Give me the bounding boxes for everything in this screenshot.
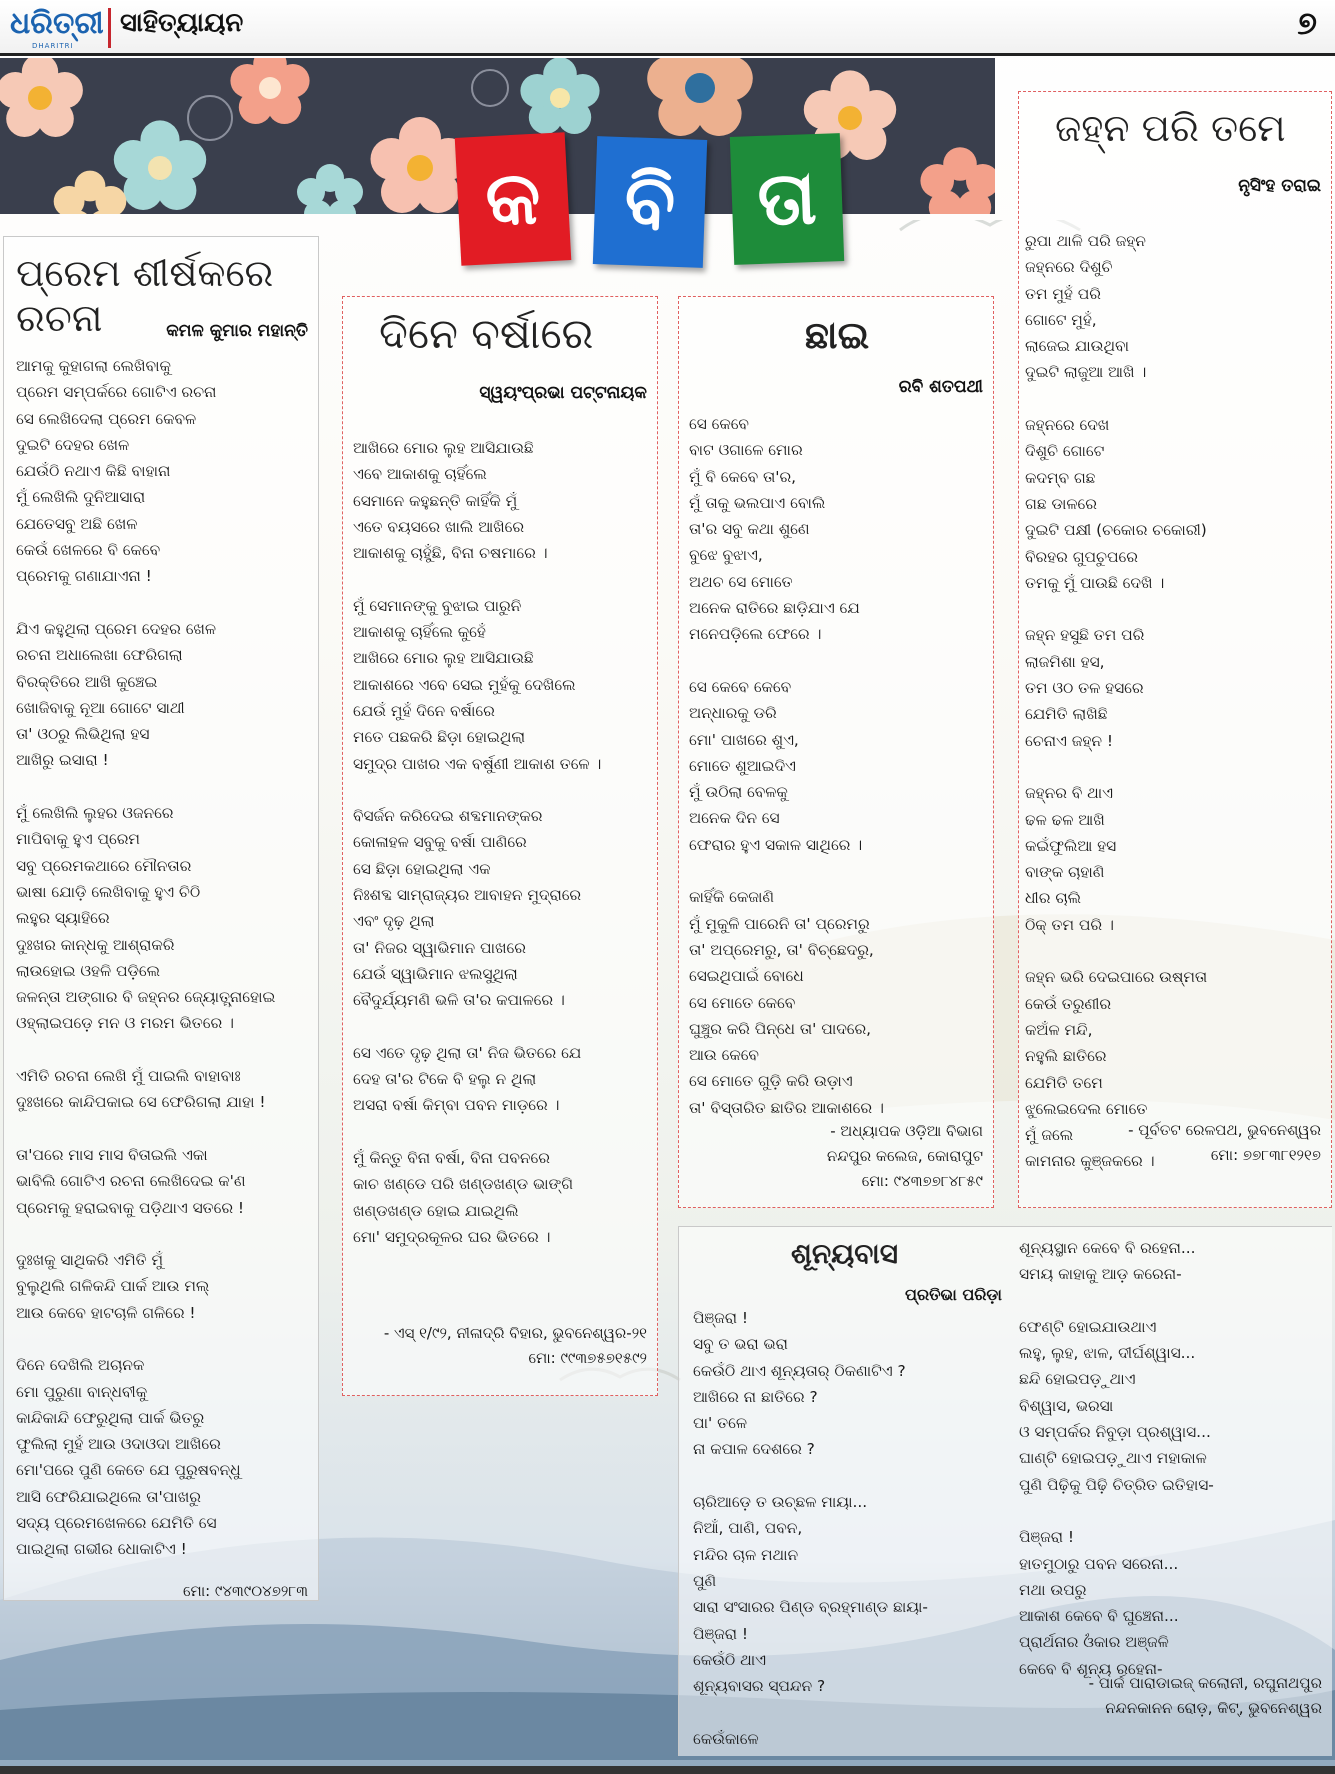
poem-line: ବୁଝେ ବୁଝାଏ, <box>689 546 763 565</box>
poem-line: କଇଁଫୁଲିଆ ହସ <box>1025 836 1117 855</box>
poem-line: ଦେହ ତା'ର ଟିକେ ବି ହଲୁ ନ ଥିଲା <box>353 1070 537 1089</box>
poem-line: ଖଣ୍ଡଖଣ୍ଡ ହୋଇ ଯାଇଥିଲି <box>353 1201 519 1220</box>
poem-line: ପ୍ରେମ ସମ୍ପର୍କରେ ଗୋଟିଏ ରଚନା <box>16 383 217 402</box>
poem-line: ଅନେକ ଦିନ ସେ <box>689 809 780 828</box>
bottom-rule <box>0 1766 1335 1774</box>
poem-line: ଅସରା ବର୍ଷା କିମ୍ବା ପବନ ମାଡ଼ରେ । <box>353 1096 560 1115</box>
poem-line: ଦୁଃଖର କାନ୍ଧକୁ ଆଶ୍ରାକରି <box>16 935 175 954</box>
stanza-gap <box>1019 1498 1214 1524</box>
stanza-gap <box>353 566 601 592</box>
poem-line: କାହିଁକି କେଜାଣି <box>689 888 774 907</box>
kavita-letter-bi: ବି <box>593 136 707 268</box>
stanza-gap <box>693 1463 928 1489</box>
poem-line: ଝୁଲେଇଦେଲ ମୋତେ <box>1025 1099 1148 1118</box>
poem-line: ଫୁଲିଲା ମୁହଁ ଆଉ ଓଦାଓଦା ଆଖିରେ <box>16 1435 221 1454</box>
stanza-gap <box>689 858 884 884</box>
poem-line: ଯିଏ କହୁଥିଲା ପ୍ରେମ ଦେହର ଖେଳ <box>16 619 217 638</box>
poem-line: ଗୋଟେ ମୁହଁ, <box>1025 310 1097 329</box>
poem-line: ଜହ୍ନ ଭରି ଦେଇପାରେ ଉଷ୍ମତା <box>1025 968 1208 987</box>
poem-line: ଶୂନ୍ୟବାସର ସ୍ପନ୍ଦନ ? <box>693 1677 826 1696</box>
poem-line: ଜହ୍ନ ହସୁଛି ତମ ପରି <box>1025 626 1145 645</box>
poem-line: ମୋ' ପାଖରେ ଶୁଏ, <box>689 730 799 749</box>
poem-line: ଯେଉଁ ମୁହଁ ଦିନେ ବର୍ଷାରେ <box>353 701 495 720</box>
newspaper-logo-sub: DHARITRI <box>32 42 74 50</box>
poem-line: ସଦ୍ୟ ପ୍ରେମଖେଳରେ ଯେମିତି ସେ <box>16 1514 217 1533</box>
poem-line: ଧୀର ଚାଲି <box>1025 889 1081 908</box>
poem-line: ଜହ୍ନରେ ଦେଖ <box>1025 416 1110 435</box>
poem-line: ଦିଶୁଚି ଗୋଟେ <box>1025 442 1105 461</box>
stanza-gap <box>16 774 275 800</box>
signature-address: - ଏସ୍ ୧/୯୨, ନୀଳାଦ୍ରି ବିହାର, ଭୁବନେଶ୍ୱର-୨୧ <box>383 1324 647 1342</box>
poem-line: ଘୁଞ୍ଚୁର କରି ପିନ୍ଧେ ତା' ପାଦରେ, <box>689 1019 872 1038</box>
poem-line: କୋଳାହଳ ସବୁକୁ ବର୍ଷା ପାଣିରେ <box>353 833 527 852</box>
stanza-gap <box>353 1119 601 1145</box>
poem-title: ପ୍ରେମ ଶୀର୍ଷକରେ ରଚନା <box>16 251 274 340</box>
poem-line: ଫେଣ୍ଟି ହୋଇଯାଉଥାଏ <box>1019 1317 1157 1336</box>
poem-line: ଠିକ୍ ତମ ପରି । <box>1025 915 1114 934</box>
poem-line: ବୁଲୁଥିଲି ଗଳିକନ୍ଦି ପାର୍କ ଆଉ ମଲ୍ <box>16 1277 210 1296</box>
poem-line: ଏତେ ବୟସରେ ଖାଲି ଆଖିରେ <box>353 517 524 536</box>
poem-line: ଆକାଶକୁ ଚାହିଁଲେ କୁହେଁ <box>353 623 486 642</box>
poem-line: ଅନେକ ରାତିରେ ଛାଡ଼ିଯାଏ ଯେ <box>689 599 860 618</box>
poem-line: ବୈଦୁର୍ଯ୍ୟମଣି ଭଳି ତା'ର କପାଳରେ । <box>353 991 565 1010</box>
poem-line: ସବୁ ତ ଭରା ଭରା <box>693 1335 788 1354</box>
poem-line: ସମୟ କାହାକୁ ଆଡ଼ କରେନା- <box>1019 1265 1182 1284</box>
header-divider <box>108 8 111 48</box>
poem-line: ତା' ଓଠରୁ ଲିଭିଥିଲା ହସ <box>16 725 150 744</box>
stanza-gap <box>689 648 884 674</box>
poem-line: ବିରହର ଗୁପଚୁପରେ <box>1025 547 1138 566</box>
stanza-gap <box>1025 596 1207 622</box>
poem-line: ନିଆଁ, ପାଣି, ପବନ, <box>693 1519 803 1538</box>
poem-title: ଜହ୍ନ ପରି ତମେ <box>1055 106 1286 150</box>
poem-line: ଛନ୍ଦି ହୋଇପଡ଼ୁଥାଏ <box>1019 1370 1136 1389</box>
poem-line: ଦୁଇଟି ଦେହର ଖେଳ <box>16 435 130 454</box>
poem-line: ମୋ'ପରେ ପୁଣି କେତେ ଯେ ପୁରୁଷବନ୍ଧୁ <box>16 1461 241 1480</box>
poem-author: ରବି ଶତପଥୀ <box>898 377 983 397</box>
poem-line: ସବୁ ପ୍ରେମକଥାରେ ମୌନତାର <box>16 856 192 875</box>
signature-phone: ମୋ: ୯୪୩୭୭୮୪୮୫୯ <box>861 1172 983 1190</box>
poem-line: ମୁଁ କିନ୍ତୁ ବିନା ବର୍ଷା, ବିନା ପବନରେ <box>353 1149 550 1168</box>
poem-line: ଜଳନ୍ତା ଅଙ୍ଗାର ବି ଜହ୍ନର ଜ୍ୟୋତ୍ସ୍ନାହୋଇ <box>16 988 276 1007</box>
poem-line: ନିଃଶବ୍ଦ ସାମ୍ରାଜ୍ୟର ଆବାହନ ମୁଦ୍ରାରେ <box>353 886 582 905</box>
poem-line: ତମ ମୁହଁ ପରି <box>1025 284 1101 303</box>
poem-line: ଆଖିରେ ମୋର ଲୁହ ଆସିଯାଉଛି <box>353 649 534 668</box>
poem-line: ସେ ଛିଡ଼ା ହୋଇଥିଲା ଏକ <box>353 859 491 878</box>
poem-line: ମଥା ଉପରୁ <box>1019 1580 1087 1599</box>
poem-signature <box>827 1119 983 1194</box>
poem-line: ଚେନାଏ ଜହ୍ନ ! <box>1025 731 1114 750</box>
poem-line: ଆଉ କେବେ <box>689 1046 759 1065</box>
poem-line: ଢଳ ଢଳ ଆଖି <box>1025 810 1105 829</box>
poem-line: କେଉଁ ଖେଳରେ ବି କେବେ <box>16 541 161 560</box>
poem-line: ଆଖିରୁ ଇସାରା ! <box>16 751 109 770</box>
poem-line: ଦୁଃଖକୁ ସାଥିକରି ଏମିତି ମୁଁ <box>16 1251 164 1270</box>
poem-line: ଆସି ଫେରିଯାଇଥିଲେ ତା'ପାଖରୁ <box>16 1487 201 1506</box>
stanza-gap <box>1025 754 1207 780</box>
poem-line: ତମକୁ ମୁଁ ପାଉଛି ଦେଖି । <box>1025 573 1165 592</box>
poem-line: ସେମାନେ କହୁଛନ୍ତି କାହିଁକି ମୁଁ <box>353 491 518 510</box>
poem-line: ଆଖିରେ ମୋର ଲୁହ ଆସିଯାଉଛି <box>353 439 534 457</box>
poem-signature <box>1128 1118 1321 1168</box>
poem-line: ସେ ମୋତେ କେବେ <box>689 993 796 1012</box>
section-title: ସାହିତ୍ୟାୟନ <box>120 8 244 38</box>
poem-line: ପିଞ୍ଜରା ! <box>1019 1528 1075 1547</box>
poem-line: ମୋ' ସମୁଦ୍ରକୂଳର ଘର ଭିତରେ । <box>353 1227 551 1246</box>
poem-line: ଆକାଶରେ ଏବେ ସେଇ ମୁହଁକୁ ଦେଖିଲେ <box>353 675 576 694</box>
poem-line: ତା'ର ସବୁ କଥା ଶୁଣେ <box>689 520 810 539</box>
poem-line: କେବେ ବି ଶୂନ୍ୟ ରହେନା- <box>1019 1659 1163 1678</box>
poem-line: ବାଙ୍କ ଚାହାଣି <box>1025 863 1105 882</box>
poem-signature <box>384 1321 647 1371</box>
poem-line: ଏବେ ଆକାଶକୁ ଚାହିଁଲେ <box>353 465 487 484</box>
poem-line: ଦିନେ ଦେଖିଲି ଅଚାନକ <box>16 1356 145 1375</box>
poem-line: ମୁଁ ମୁକୁଳି ପାରେନି ତା' ପ୍ରେମରୁ <box>689 914 870 933</box>
poem-prem-shirshakare-rachana <box>3 236 319 1601</box>
poem-line: ସେ କେବେ କେବେ <box>689 677 792 696</box>
poem-line: ପ୍ରାର୍ଥନାର ଓଁକାର ଅଞ୍ଜଳି <box>1019 1633 1169 1652</box>
poem-line: କଦମ୍ବ ଗଛ <box>1025 468 1096 487</box>
poem-line: କେଉଁଠି ଥାଏ <box>693 1650 766 1669</box>
poem-lines <box>353 435 601 1250</box>
poem-line: ଫେରାର ହୁଏ ସକାଳ ସାଥିରେ । <box>689 835 863 854</box>
poem-line: ଗଛ ଡାଳରେ <box>1025 494 1097 513</box>
poem-line: ମୁଁ ସେମାନଙ୍କୁ ବୁଝାଇ ପାରୁନି <box>353 596 522 615</box>
stanza-gap <box>353 777 601 803</box>
poem-line: ବିରକ୍ତିରେ ଆଖି କୁଞ୍ଚେଇ <box>16 672 158 691</box>
poem-line: ରଚନା ଅଧାଲେଖା ଫେରିଗଲା <box>16 646 183 665</box>
poem-line: ଆକାଶକୁ ଚାହୁଁଛି, ବିନା ଚଷମାରେ । <box>353 544 548 563</box>
poem-line: ଲାଜେଇ ଯାଉଥିବା <box>1025 337 1129 356</box>
poem-line: ନହୁଲି ଛାତିରେ <box>1025 1047 1107 1066</box>
poem-line: ଲହୁର ସ୍ୟାହିରେ <box>16 909 110 928</box>
page-header <box>0 0 1335 56</box>
poem-line: ମୋତେ ଶୁଆଇଦିଏ <box>689 756 796 775</box>
poem-line: ଶୂନ୍ୟସ୍ଥାନ କେବେ ବି ରହେନା... <box>1019 1239 1196 1257</box>
signature-designation: - ଅଧ୍ୟାପକ ଓଡ଼ିଆ ବିଭାଗ <box>830 1122 983 1140</box>
poem-line: ପୁଣି ପିଢ଼ିକୁ ପିଢ଼ି ଚିତ୍ରିତ ଇତିହାସ- <box>1019 1475 1214 1494</box>
poem-line: ନା କପାଳ ଦେଶରେ ? <box>693 1440 815 1459</box>
kavita-letter-ka: କ <box>455 132 572 266</box>
poem-line: ସେ ଏତେ ଦୃଢ଼ ଥିଲା ତା' ନିଜ ଭିତରେ ଯେ <box>353 1043 582 1062</box>
stanza-gap <box>1025 938 1207 964</box>
poem-lines <box>689 411 884 1121</box>
poem-line: ଦୁଃଖରେ କାନ୍ଦିପକାଇ ସେ ଫେରିଗଲା ଯାହା ! <box>16 1093 266 1112</box>
poem-line: ତା'ପରେ ମାସ ମାସ ବିତାଇଲି ଏକା <box>16 1145 208 1164</box>
poem-line: ଲାଜମିଶା ହସ, <box>1025 652 1105 671</box>
stanza-gap <box>353 1014 601 1040</box>
poem-author: ପ୍ରତିଭା ପରିଡ଼ା <box>905 1285 1002 1304</box>
poem-jahna-pari-tame <box>1018 91 1332 1208</box>
poem-line: ମୁଁ ଜଲେ <box>1025 1126 1074 1145</box>
stanza-gap <box>693 1699 928 1725</box>
poem-line: ତମ ଓଠ ତଳ ହସରେ <box>1025 679 1144 698</box>
poem-lines-left <box>693 1305 928 1752</box>
poem-line: ମାପିବାକୁ ହୁଏ ପ୍ରେମ <box>16 830 140 849</box>
poem-line: ମୁଁ ତାକୁ ଭଲପାଏ ବୋଲି <box>689 493 826 512</box>
signature-address-line1: - ପାର୍କ ପାରାଡାଇଜ୍ କଲୋନୀ, ରଘୁନାଥପୁର <box>1088 1674 1322 1692</box>
poem-line: ବାଟ ଓଗାଳେ ମୋର <box>689 441 803 460</box>
poem-line: ମନେପଡ଼ିଲେ ଫେରେ । <box>689 625 822 644</box>
poem-line: ତା' ଅପ୍ରେମରୁ, ତା' ବିଚ୍ଛେଦରୁ, <box>689 940 874 959</box>
poem-line: ମତେ ପଛକରି ଛିଡ଼ା ହୋଇଥିଲା <box>353 728 526 747</box>
stanza-gap <box>1019 1288 1214 1314</box>
poem-line: ପୁଣି <box>693 1571 717 1590</box>
poem-line: ମୁଁ ଲେଖିଲି ଦୁନିଆସାରା <box>16 488 146 507</box>
poem-line: ଆକାଶ କେବେ ବି ଘୁଞ୍ଚେନା... <box>1019 1607 1179 1626</box>
signature-phone: ମୋ: ୭୭୮୩୮୧୨୧୭ <box>1210 1146 1321 1164</box>
poem-line: କଅଁଳ ମନ୍ଦି, <box>1025 1020 1093 1039</box>
poem-line: ଖୋଜିବାକୁ ନୂଆ ଗୋଟେ ସାଥୀ <box>16 698 185 717</box>
poem-line: ଏମିତି ରଚନା ଲେଖି ମୁଁ ପାଇଲି ବାହାବାଃ <box>16 1067 241 1086</box>
stanza-gap <box>16 1221 275 1247</box>
poem-title: ଦିନେ ବର୍ଷାରେ <box>379 309 594 358</box>
poem-shunyabasa <box>678 1226 1332 1756</box>
poem-line: ଓ ସମ୍ପର୍କର ନିବୁଡ଼ା ପ୍ରଶ୍ୱାସ... <box>1019 1423 1211 1442</box>
poem-line: ସମୁଦ୍ର ପାଖର ଏକ ବର୍ଷୁଣୀ ଆକାଶ ତଳେ । <box>353 754 602 773</box>
poem-line: ଅନ୍ଧାରକୁ ଡରି <box>689 704 777 723</box>
poem-title: ଛାଇ <box>804 313 870 357</box>
signature-address-line2: ନନ୍ଦନକାନନ ରୋଡ଼, କିଟ୍, ଭୁବନେଶ୍ୱର <box>1105 1699 1322 1717</box>
poem-lines-right <box>1019 1235 1214 1682</box>
stanza-gap <box>16 1037 275 1063</box>
poem-line: ଏବଂ ଦୃଢ଼ ଥିଲା <box>353 912 435 931</box>
poem-line: ସେ କେବେ <box>689 415 749 433</box>
poem-line: ଆଖିରେ ନା ଛାତିରେ ? <box>693 1387 818 1406</box>
poem-line: ପା' ତଳେ <box>693 1414 747 1433</box>
poem-line: ଦୁଇଟି ପକ୍ଷୀ (ଚକୋର ଚକୋରୀ) <box>1025 521 1207 540</box>
poem-line: ପ୍ରେମକୁ ହରାଇବାକୁ ପଡ଼ିଥାଏ ସତରେ ! <box>16 1198 245 1217</box>
poem-line: ମୁଁ ବି କେବେ ତା'ର, <box>689 467 797 486</box>
poem-line: ଯେତେସବୁ ଅଛି ଖେଳ <box>16 514 138 533</box>
poem-line: କାନ୍ଦିକାନ୍ଦି ଫେରୁଥିଲା ପାର୍କ ଭିତରୁ <box>16 1408 205 1427</box>
poem-line: ମୁଁ ଲେଖିଲି ଲୁହର ଓଜନରେ <box>16 804 174 823</box>
poem-signature <box>1089 1671 1322 1721</box>
poem-line: ଚାରିଆଡ଼େ ତ ଉଚ୍ଛଳ ମାୟା... <box>693 1493 868 1512</box>
poem-line: କେଉଁକାଳେ <box>693 1729 759 1748</box>
poem-line: ପାଇଥିଲା ଗଭୀର ଧୋକାଟିଏ ! <box>16 1540 187 1559</box>
poem-line: ସେ ମୋତେ ଗୁଡ଼ି କରି ଉଡ଼ାଏ <box>689 1072 853 1091</box>
poem-line: ଆମକୁ କୁହାଗଲା ଲେଖିବାକୁ <box>16 357 171 375</box>
poem-line: ଲହୁ, ଲୁହ, ଝାଳ, ଦୀର୍ଘଶ୍ୱାସ... <box>1019 1344 1196 1363</box>
stanza-gap <box>16 590 275 616</box>
stanza-gap <box>1025 386 1207 412</box>
poem-line: ଭାବିଲି ଗୋଟିଏ ରଚନା ଲେଖିଦେଇ କ'ଣ <box>16 1172 246 1191</box>
stanza-gap <box>16 1116 275 1142</box>
poem-line: ଆଉ କେବେ ହାଟଚାଳି ଗଳିରେ ! <box>16 1303 196 1322</box>
poem-line: ଜହ୍ନରେ ଦିଶୁଚି <box>1025 258 1113 277</box>
poem-line: ଯେମିତି ଲାଖିଛି <box>1025 705 1108 724</box>
poem-line: ସାରା ସଂସାରର ପିଣ୍ଡ ବ୍ରହ୍ମାଣ୍ଡ ଛାୟା- <box>693 1598 928 1617</box>
poem-line: ତା' ବିସ୍ତାରିତ ଛାତିର ଆକାଶରେ । <box>689 1098 884 1117</box>
signature-address: ନନ୍ଦପୁର କଲେଜ, କୋରାପୁଟ <box>826 1147 983 1165</box>
poem-author: ନୃସିଂହ ତରାଇ <box>1238 176 1321 196</box>
poem-line: ବିସର୍ଜନ କରିଦେଇ ଶବ୍ଦମାନଙ୍କର <box>353 807 543 826</box>
signature-address: - ପୂର୍ବତଟ ରେଳପଥ, ଭୁବନେଶ୍ୱର <box>1128 1121 1321 1139</box>
poem-line: ଲାଉହୋଇ ଓହଳି ପଡ଼ିଲେ <box>16 961 160 980</box>
poem-dine-barshare <box>342 296 658 1396</box>
poem-line: ପିଞ୍ଜରା ! <box>693 1309 749 1327</box>
poem-line: ପ୍ରେମକୁ ଗଣାଯାଏନା ! <box>16 567 152 586</box>
stanza-gap <box>16 1326 275 1352</box>
poem-line: ଯେମିତି ତମେ <box>1025 1073 1103 1092</box>
poem-lines <box>16 353 275 1563</box>
poem-line: କାଚ ଖଣ୍ଡେ ପରି ଖଣ୍ଡଖଣ୍ଡ ଭାଙ୍ଗି <box>353 1175 574 1194</box>
poem-signature: ମୋ: ୯୪୩୯୦୪୭୨୮୩ <box>182 1582 308 1600</box>
newspaper-logo: ଧରିତ୍ରୀ <box>10 6 104 41</box>
poem-author: ସ୍ୱୟଂପ୍ରଭା ପଟ୍ଟନାୟକ <box>479 383 647 403</box>
poem-line: ଭାଷା ଯୋଡ଼ି ଲେଖିବାକୁ ହୁଏ ଚିଠି <box>16 882 201 901</box>
poem-chhai <box>678 296 994 1208</box>
poem-title: ଶୂନ୍ୟବାସ <box>791 1237 898 1270</box>
kavita-letter-ta: ତା <box>730 133 844 265</box>
poem-line: ଘାଣ୍ଟି ହୋଇପଡ଼ୁଥାଏ ମହାକାଳ <box>1019 1449 1207 1468</box>
poem-line: ହାତମୁଠାରୁ ପବନ ସରେନା... <box>1019 1554 1179 1573</box>
poem-line: ମନ୍ଦିର ଚାଳ ମଥାନ <box>693 1545 799 1564</box>
poem-line: ଅଥଚ ସେ ମୋତେ <box>689 572 793 591</box>
poem-line: ଜହ୍ନର ବି ଥାଏ <box>1025 784 1113 803</box>
page-number: ୭ <box>1297 4 1317 42</box>
poem-line: ସେଇଥିପାଇଁ ବୋଧେ <box>689 967 804 986</box>
poem-line: କାମନାର କୁଞ୍ଜକରେ । <box>1025 1152 1155 1171</box>
poem-line: ରୁପା ଥାଳି ପରି ଜହ୍ନ <box>1025 232 1146 250</box>
poem-line: ଯେଉଁ ସ୍ୱାଭିମାନ ଝଲସୁଥିଲା <box>353 964 518 983</box>
signature-phone: ମୋ: ୯୯୩୭୫୭୧୫୯୨ <box>528 1349 647 1367</box>
poem-line: କେଉଁ ତରୁଣୀର <box>1025 994 1112 1013</box>
poem-line: ବିଶ୍ୱାସ, ଭରସା <box>1019 1396 1114 1415</box>
poem-line: ମୁଁ ଉଠିଲା ବେଳକୁ <box>689 783 788 802</box>
poem-line: ପିଞ୍ଜରା ! <box>693 1624 749 1643</box>
poem-line: କେଉଁଠି ଥାଏ ଶୂନ୍ୟତାର୍ ଠିକଣାଟିଏ ? <box>693 1361 906 1380</box>
poem-author: କମଳ କୁମାର ମହାନ୍ତି <box>166 321 308 341</box>
poem-line: ତା' ନିଜର ସ୍ୱାଭିମାନ ପାଖରେ <box>353 938 526 957</box>
poem-line: ସେ ଲେଖିଦେଲା ପ୍ରେମ କେବଳ <box>16 409 197 428</box>
poem-line: ଦୁଇଟି ଲାଜୁଆ ଆଖି । <box>1025 363 1147 382</box>
poem-line: ଓହ୍ଲାଇପଡ଼େ ମନ ଓ ମରମ ଭିତରେ । <box>16 1014 234 1033</box>
poem-lines <box>1025 228 1207 1175</box>
poem-line: ଯେଉଁଠି ନଥାଏ କିଛି ବାହାନା <box>16 462 171 481</box>
poem-line: ମୋ ପୁରୁଣା ବାନ୍ଧବୀକୁ <box>16 1382 148 1401</box>
